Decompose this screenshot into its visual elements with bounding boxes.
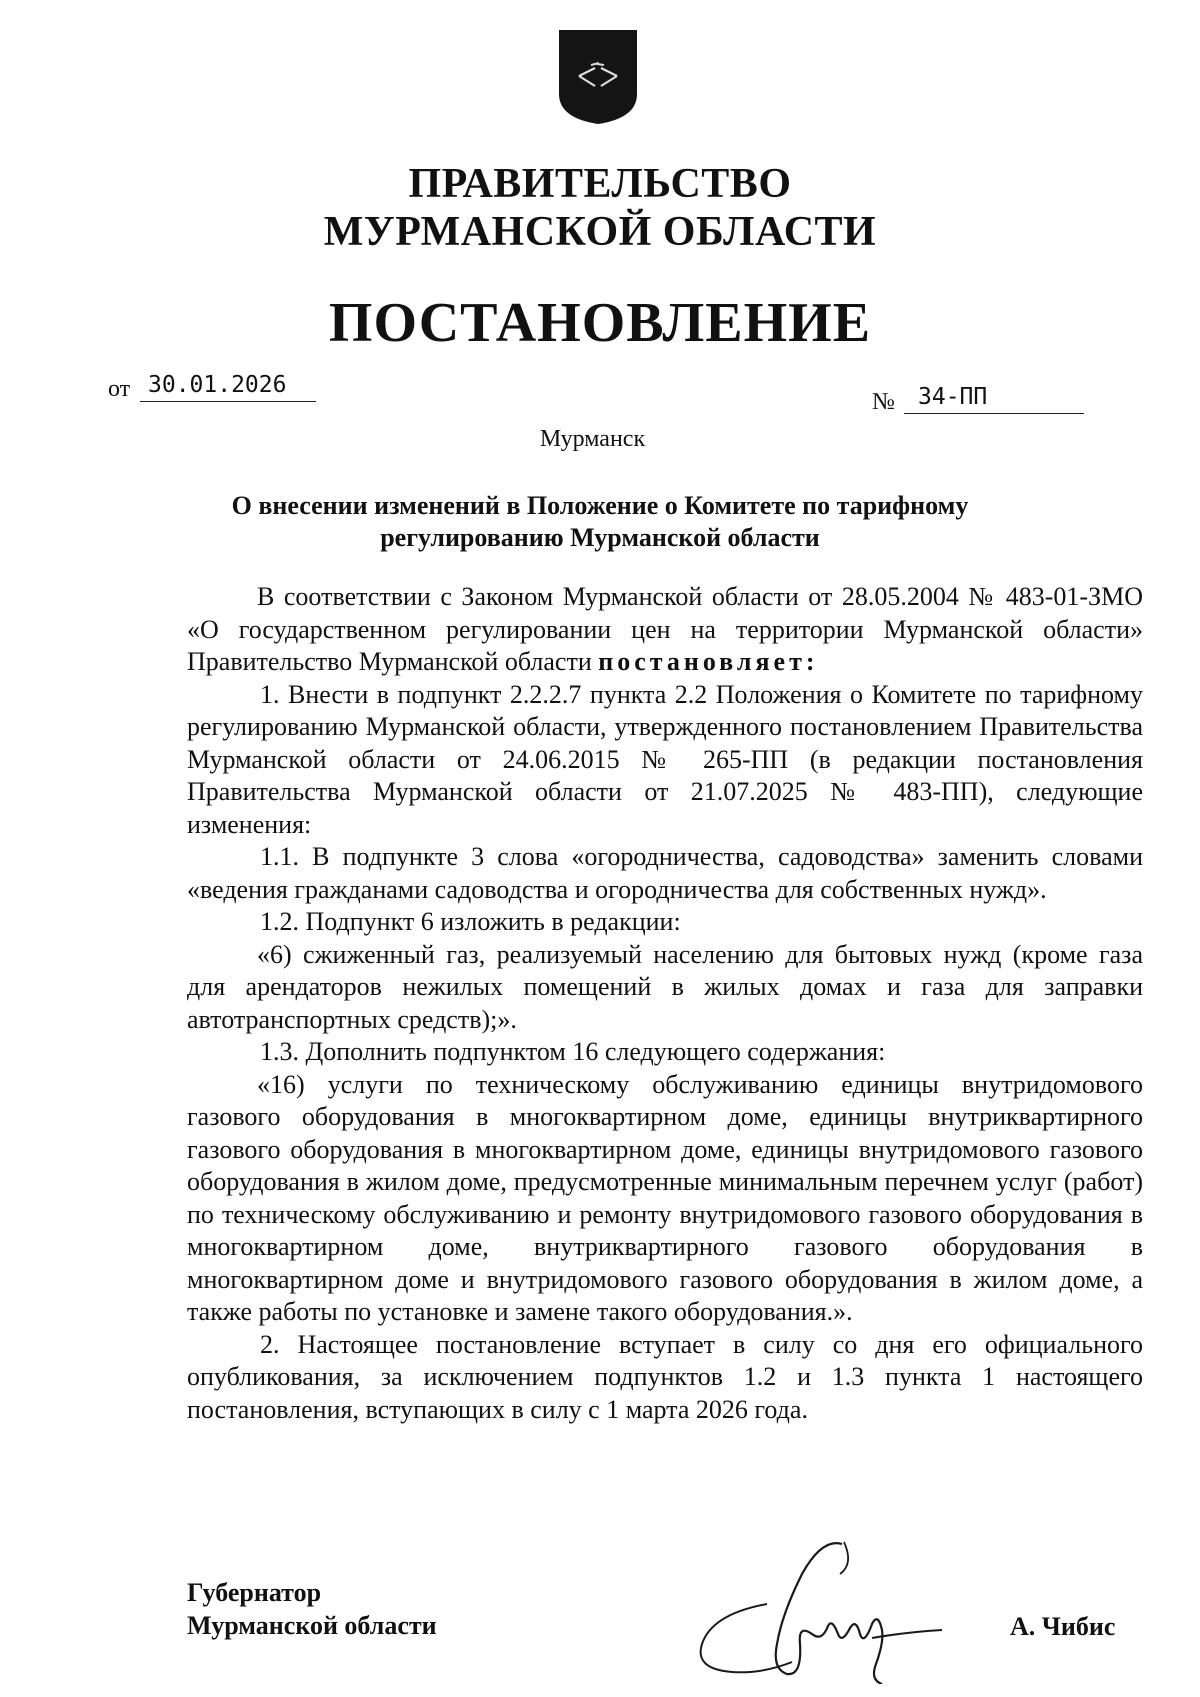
coat-of-arms-icon: [557, 28, 639, 126]
document-type: ПОСТАНОВЛЕНИЕ: [328, 292, 872, 354]
subject-line1: О внесении изменений в Положение о Комитете по тарифному: [231, 491, 969, 520]
org-title-line1: ПРАВИТЕЛЬСТВО: [408, 161, 792, 207]
signer-title: [187, 1576, 437, 1642]
paragraph-item-1-3-text: «16) услуги по техническому обслуживанию единицы внутридомового газового оборудования в многоквартирном доме, единицы внутриквартирного газового оборудования в многоквартирном доме, единицы внутридомового газового оборудования в жилом доме, предусмотренные минимальным перечнем услуг (работ) по техническому обслуживанию и ремонту внутридомового газового оборудования в многоквартирном доме, внутриквартирного газового оборудования в многоквартирном доме и внутридомового газового оборудования в жилом доме, а также работы по установке и замене такого оборудования.».: [187, 1069, 1143, 1326]
signer-title-line1: Губернатор: [187, 1578, 322, 1607]
signer-name: А. Чибис: [1010, 1612, 1116, 1641]
city: Мурманск: [539, 426, 646, 452]
paragraph-item-1: 1. Внести в подпункт 2.2.2.7 пункта 2.2 Положения о Комитете по тарифному регулированию Мурманской области, утвержденного постановлением Правительства Мурманской области от 24.06.2015 № 265-ПП (в редакции постановления Правительства Мурманской области от 21.07.2025 № 483-ПП), следующие изменения:: [187, 679, 1143, 839]
document-body: [187, 581, 1143, 1426]
document-number: 34-ПП: [904, 380, 1084, 414]
preamble-paragraph: [187, 581, 1143, 679]
document-subject: [200, 490, 1000, 554]
document-date: 30.01.2026: [140, 368, 316, 402]
paragraph-item-1-2: 1.2. Подпункт 6 изложить в редакции:: [260, 907, 681, 936]
handwritten-signature-icon: [672, 1534, 952, 1684]
paragraph-item-1-2-text: «6) сжиженный газ, реализуемый населению для бытовых нужд (кроме газа для арендаторов нежилых помещений в жилых домах и газа для заправки автотранспортных средств);».: [187, 939, 1143, 1034]
paragraph-item-1-1: 1.1. В подпункте 3 слова «огородничества, садоводства» заменить словами «ведения гражданами садоводства и огородничества для собственных нужд».: [187, 842, 1143, 904]
subject-line2: регулированию Мурманской области: [380, 523, 820, 552]
preamble-text: В соответствии с Законом Мурманской области от 28.05.2004 № 483-01-ЗМО «О государственном регулировании цен на территории Мурманской области» Правительство Мурманской области: [187, 582, 1143, 676]
paragraph-item-1-3: 1.3. Дополнить подпунктом 16 следующего содержания:: [260, 1037, 886, 1066]
decree-word: постановляет:: [598, 647, 819, 676]
org-title-line2: МУРМАНСКОЙ ОБЛАСТИ: [323, 209, 877, 255]
paragraph-item-2: 2. Настоящее постановление вступает в силу со дня его официального опубликования, за исключением подпунктов 1.2 и 1.3 пункта 1 настоящего постановления, вступающих в силу с 1 марта 2026 года.: [187, 1329, 1143, 1424]
date-label: от: [108, 376, 131, 402]
signer-title-line2: Мурманской области: [187, 1611, 437, 1640]
number-label: №: [872, 389, 895, 415]
